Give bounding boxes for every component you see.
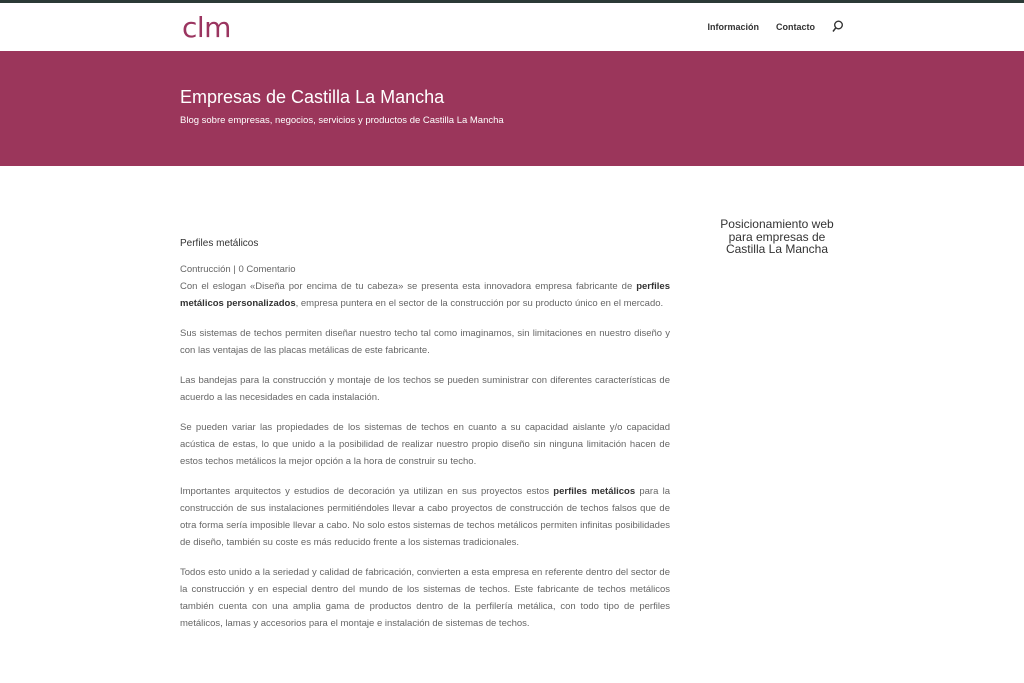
meta-separator: | [230, 264, 239, 275]
post-paragraph-4: Se pueden variar las propiedades de los sistemas de techos en cuanto a su capacidad aislante y/o capacidad acústica de estas, lo que unido a la posibilidad de realizar nuestro propio diseño sin ninguna limitación hacen de estos techos metálicos la mejor opción a la hora de construir su techo. [180, 422, 670, 467]
post-article [180, 235, 670, 645]
post-meta [180, 261, 670, 278]
site-header [0, 3, 1024, 51]
paragraph-text: Importantes arquitectos y estudios de decoración ya utilizan en sus proyectos estos [180, 486, 554, 497]
post-paragraph-1 [180, 278, 670, 312]
paragraph-text: , empresa puntera en el sector de la construcción por su producto único en el mercado. [295, 298, 664, 309]
paragraph-text: Con el eslogan «Diseña por encima de tu cabeza» se presenta esta innovadora empresa fabricante de [180, 281, 637, 292]
main-content [0, 166, 1024, 683]
sidebar [712, 218, 842, 256]
site-title: Empresas de Castilla La Mancha [180, 87, 445, 107]
site-tagline: Blog sobre empresas, negocios, servicios y productos de Castilla La Mancha [180, 115, 504, 126]
site-logo[interactable]: clm [182, 11, 231, 44]
post-comments-link[interactable]: 0 Comentario [238, 264, 296, 275]
post-title[interactable]: Perfiles metálicos [180, 238, 259, 249]
post-category-link[interactable]: Contrucción [180, 264, 231, 275]
hero-banner [0, 51, 1024, 166]
post-paragraph-2: Sus sistemas de techos permiten diseñar nuestro techo tal como imaginamos, sin limitaciones en nuestro diseño y con las ventajas de las placas metálicas de este fabricante. [180, 328, 670, 356]
paragraph-text: para la construcción de sus instalaciones permitiéndoles llevar a cabo proyectos de construcción de techos falsos que de otra forma sería imposible llevar a cabo. No solo estos sistemas de techos metálicos permiten infinitas posibilidades de diseño, también su coste es más reducido frente a los sistemas tradicionales. [180, 486, 670, 548]
post-paragraph-3: Las bandejas para la construcción y montaje de los techos se pueden suministrar con diferentes características de acuerdo a las necesidades en cada instalación. [180, 375, 670, 403]
main-nav [707, 20, 844, 33]
post-paragraph-5 [180, 483, 670, 551]
paragraph-bold: perfiles metálicos [553, 486, 636, 497]
search-icon[interactable] [832, 20, 844, 33]
paragraph-bold: perfiles metálicos personalizados [180, 281, 670, 309]
nav-item-informacion[interactable]: Información [707, 21, 759, 32]
nav-item-contacto[interactable]: Contacto [776, 21, 815, 32]
post-paragraph-6: Todos esto unido a la seriedad y calidad de fabricación, convierten a esta empresa en referente dentro del sector de la construcción y en especial dentro del mundo de los sistemas de techos. Este fabricante de techos metálicos también cuenta con una amplia gama de productos dentro de la perfilería metálica, con todo tipo de perfiles metálicos, lamas y accesorios para el montaje e instalación de sistemas de techos. [180, 567, 670, 629]
sidebar-widget-title: Posicionamiento web para empresas de Castilla La Mancha [720, 217, 834, 256]
